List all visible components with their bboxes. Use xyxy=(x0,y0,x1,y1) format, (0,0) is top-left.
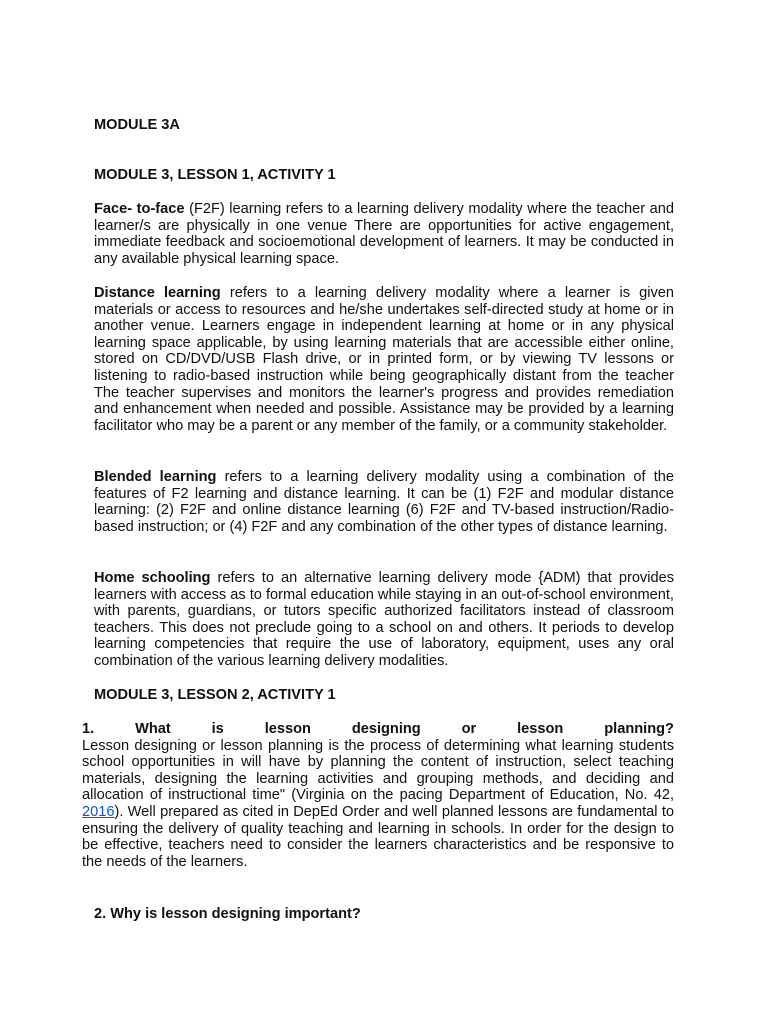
home-schooling-text: refers to an alternative learning delivery mode {ADM) that provides learners with access as to formal education while staying in an out-of-school environment, with parents, guardians, or tutors specific authorized facilitators instead of classroom teachers. This does not preclude going to a school on and others. It periods to develop learning competencies that require the use of laboratory, equipment, uses any oral combination of the various learning delivery modalities. xyxy=(94,570,675,669)
home-schooling-paragraph xyxy=(94,570,674,670)
blended-learning-term: Blended learning xyxy=(94,469,217,485)
question1-answer xyxy=(82,738,674,871)
question1-title xyxy=(82,721,674,738)
blended-learning-text: refers to a learning delivery modality using a combination of the features of F2 learning and distance learning. It can be (1) F2F and modular distance learning: (2) F2F and online distance learning (6) F2F and TV-based instruction/Radio-based instruction; or (4) F2F and any combination of the other types of distance learning. xyxy=(94,469,674,535)
question1-word: designing xyxy=(351,721,421,737)
question1-word: or xyxy=(461,721,477,737)
question2-heading: 2. Why is lesson designing important? xyxy=(94,906,361,922)
question1-word: lesson xyxy=(264,721,311,737)
distance-learning-text: refers to a learning delivery modality where a learner is given materials or access to resources and he/she undertakes self-directed study at home or in another venue. Learners engage in independent learning at home or in any physical learning space applicable, by using learning materials that are accessible either online, stored on CD/DVD/USB Flash drive, or in printed form, or by viewing TV lessons or listening to radio-based instruction while being geographically distant from the teacher The teacher supervises and monitors the learner's progress and provides remediation and enhancement when needed and possible. Assistance may be provided by a learning facilitator who may be a parent or any member of the family, or a community stakeholder. xyxy=(94,285,675,434)
module-title: MODULE 3A xyxy=(94,117,180,133)
lesson2-heading: MODULE 3, LESSON 2, ACTIVITY 1 xyxy=(94,687,336,703)
question1-word: planning? xyxy=(604,721,674,737)
question1-block xyxy=(82,721,674,870)
face-to-face-paragraph xyxy=(94,201,674,267)
blended-learning-paragraph xyxy=(94,469,674,535)
question1-word: is xyxy=(211,721,224,737)
question1-word: 1. xyxy=(82,721,95,737)
question1-word: What xyxy=(135,721,171,737)
year-2016-link[interactable]: 2016 xyxy=(82,803,115,820)
question1-answer-text: Lesson designing or lesson planning is the process of determining what learning students school opportunities in will have by planning the content of instruction, select teaching materials, designing the learning activities and grouping methods, and deciding and allocation of instructional time" (Virginia on the pacing Department of Education, No. 42, xyxy=(82,737,674,804)
home-schooling-term: Home schooling xyxy=(94,570,211,586)
question1-answer-text-end: ). Well prepared as cited in DepEd Order and well planned lessons are fundamental to ensuring the delivery of quality teaching and learning in schools. In order for the design to be effective, teachers need to consider the learners characteristics and be responsive to the needs of the learners. xyxy=(82,803,674,870)
distance-learning-term: Distance learning xyxy=(94,285,221,301)
question1-word: lesson xyxy=(517,721,564,737)
face-to-face-text: (F2F) learning refers to a learning delivery modality where the teacher and learner/s are physically in one venue There are opportunities for active engagement, immediate feedback and socioemotional development of learners. It may be conducted in any available physical learning space. xyxy=(94,201,674,267)
lesson1-heading: MODULE 3, LESSON 1, ACTIVITY 1 xyxy=(94,167,336,183)
distance-learning-paragraph xyxy=(94,285,674,434)
face-to-face-term: Face- to-face xyxy=(94,201,185,217)
